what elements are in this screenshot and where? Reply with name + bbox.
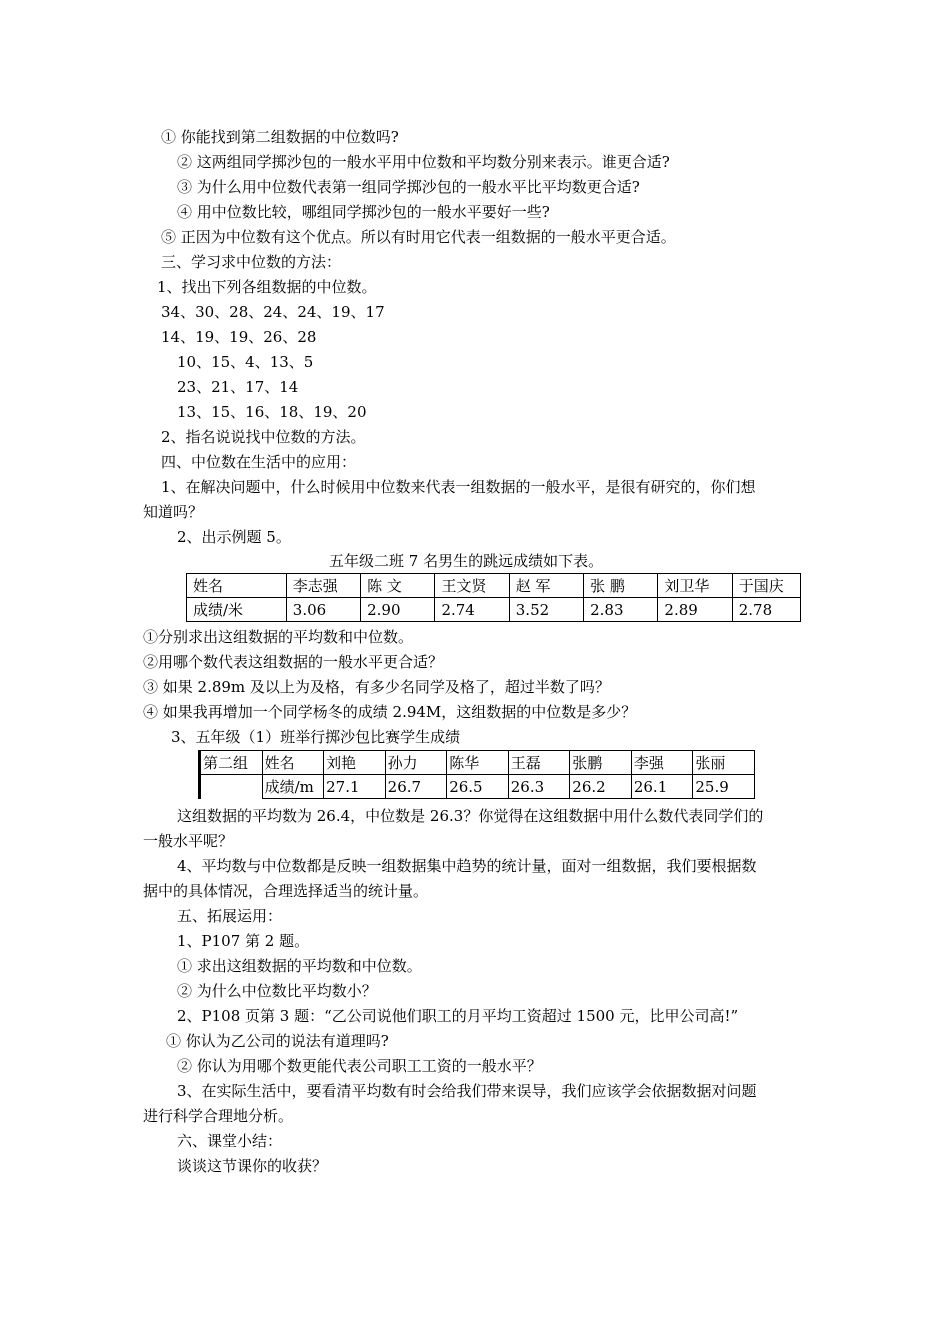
data-set-1: 34、30、28、24、24、19、17	[161, 303, 385, 321]
table-cell: 3.06	[286, 598, 360, 622]
example-question-3: ③ 如果 2.89m 及以上为及格，有多少名同学及格了，超过半数了吗？	[143, 678, 610, 696]
sandbag-throw-table	[198, 750, 755, 799]
extension-2: 2、P108 页第 3 题：“乙公司说他们职工的月平均工资超过 1500 元，比甲公司高!”	[177, 1007, 739, 1025]
extension-1-question-1: ① 求出这组数据的平均数和中位数。	[177, 957, 422, 975]
table-cell: 26.5	[447, 775, 509, 799]
long-jump-table	[186, 573, 801, 622]
data-set-5: 13、15、16、18、19、20	[177, 403, 367, 421]
table-cell: 26.2	[570, 775, 632, 799]
question-line-4: ④ 用中位数比较，哪组同学掷沙包的一般水平要好一些?	[177, 203, 550, 221]
table-header-cell: 成绩/m	[262, 775, 324, 799]
table-cell: 26.1	[631, 775, 693, 799]
table-group-cell: 第二组	[200, 751, 263, 775]
table-row	[200, 775, 755, 799]
paragraph-4-line-2: 进行科学合理地分析。	[143, 1107, 294, 1125]
table-cell: 陈 文	[361, 574, 435, 598]
table-cell: 李强	[631, 751, 693, 775]
table-cell: 陈华	[447, 751, 509, 775]
table-cell: 2.90	[361, 598, 435, 622]
extension-1: 1、P107 第 2 题。	[177, 932, 310, 950]
summary-prompt: 谈谈这节课你的收获？	[177, 1157, 328, 1175]
table-cell: 2.78	[732, 598, 800, 622]
paragraph-2-line-1: 这组数据的平均数为 26.4，中位数是 26.3？你觉得在这组数据中用什么数代表同学们的	[177, 807, 764, 825]
example-intro: 2、出示例题 5。	[177, 528, 291, 546]
table-cell: 张丽	[693, 751, 755, 775]
table-cell: 2.89	[658, 598, 732, 622]
section-heading-6: 六、课堂小结：	[177, 1132, 283, 1150]
paragraph-3-line-2: 据中的具体情况，合理选择适当的统计量。	[143, 882, 429, 900]
table-header-cell: 成绩/米	[187, 598, 287, 622]
table-cell: 26.3	[508, 775, 570, 799]
table-cell: 王磊	[508, 751, 570, 775]
exercise-2: 2、指名说说找中位数的方法。	[161, 428, 366, 446]
table-cell: 李志强	[286, 574, 360, 598]
table-row	[187, 598, 801, 622]
example-question-1: ①分别求出这组数据的平均数和中位数。	[143, 628, 414, 646]
example-question-4: ④ 如果我再增加一个同学杨冬的成绩 2.94M，这组数据的中位数是多少？	[143, 703, 637, 721]
paragraph-3-line-1: 4、平均数与中位数都是反映一组数据集中趋势的统计量，面对一组数据，我们要根据数	[177, 857, 757, 875]
table-header-cell: 姓名	[262, 751, 324, 775]
question-line-2: ② 这两组同学掷沙包的一般水平用中位数和平均数分别来表示。谁更合适?	[177, 153, 670, 171]
table-row	[200, 751, 755, 775]
data-set-3: 10、15、4、13、5	[177, 353, 314, 371]
data-set-4: 23、21、17、14	[177, 378, 299, 396]
table-cell: 张鹏	[570, 751, 632, 775]
table-cell: 刘艳	[324, 751, 386, 775]
table-cell: 赵 军	[509, 574, 583, 598]
table-cell: 于国庆	[732, 574, 800, 598]
table2-caption: 3、五年级（1）班举行掷沙包比赛学生成绩	[171, 728, 461, 746]
table-blank-cell	[200, 775, 263, 799]
question-line-1: ① 你能找到第二组数据的中位数吗?	[161, 128, 399, 146]
paragraph-4-line-1: 3、在实际生活中，要看清平均数有时会给我们带来误导，我们应该学会依据数据对问题	[177, 1082, 757, 1100]
table-cell: 25.9	[693, 775, 755, 799]
extension-1-question-2: ② 为什么中位数比平均数小？	[177, 982, 377, 1000]
paragraph-1-line-1: 1、在解决问题中，什么时候用中位数来代表一组数据的一般水平，是很有研究的，你们想	[161, 478, 756, 496]
table-cell: 26.7	[385, 775, 447, 799]
table-cell: 3.52	[509, 598, 583, 622]
table-cell: 27.1	[324, 775, 386, 799]
table-cell: 2.83	[584, 598, 658, 622]
example-question-2: ②用哪个数代表这组数据的一般水平更合适？	[143, 653, 444, 671]
section-heading-3: 三、学习求中位数的方法：	[161, 253, 342, 271]
table-row	[187, 574, 801, 598]
section-heading-5: 五、拓展运用：	[177, 907, 283, 925]
question-line-3: ③ 为什么用中位数代表第一组同学掷沙包的一般水平比平均数更合适?	[177, 178, 640, 196]
extension-2-question-1: ① 你认为乙公司的说法有道理吗?	[166, 1032, 389, 1050]
table-header-cell: 姓名	[187, 574, 287, 598]
paragraph-1-line-2: 知道吗？	[143, 503, 204, 521]
table-cell: 张 鹏	[584, 574, 658, 598]
paragraph-2-line-2: 一般水平呢？	[143, 832, 234, 850]
statement-line-5: ⑤ 正因为中位数有这个优点。所以有时用它代表一组数据的一般水平更合适。	[161, 228, 676, 246]
section-heading-4: 四、中位数在生活中的应用：	[161, 453, 357, 471]
table-cell: 刘卫华	[658, 574, 732, 598]
data-set-2: 14、19、19、26、28	[161, 328, 317, 346]
table-cell: 2.74	[435, 598, 509, 622]
table-cell: 孙力	[385, 751, 447, 775]
table1-caption: 五年级二班 7 名男生的跳远成绩如下表。	[329, 552, 604, 570]
table-cell: 王文贤	[435, 574, 509, 598]
extension-2-question-2: ② 你认为用哪个数更能代表公司职工工资的一般水平？	[177, 1057, 542, 1075]
exercise-1: 1、找出下列各组数据的中位数。	[157, 278, 377, 296]
